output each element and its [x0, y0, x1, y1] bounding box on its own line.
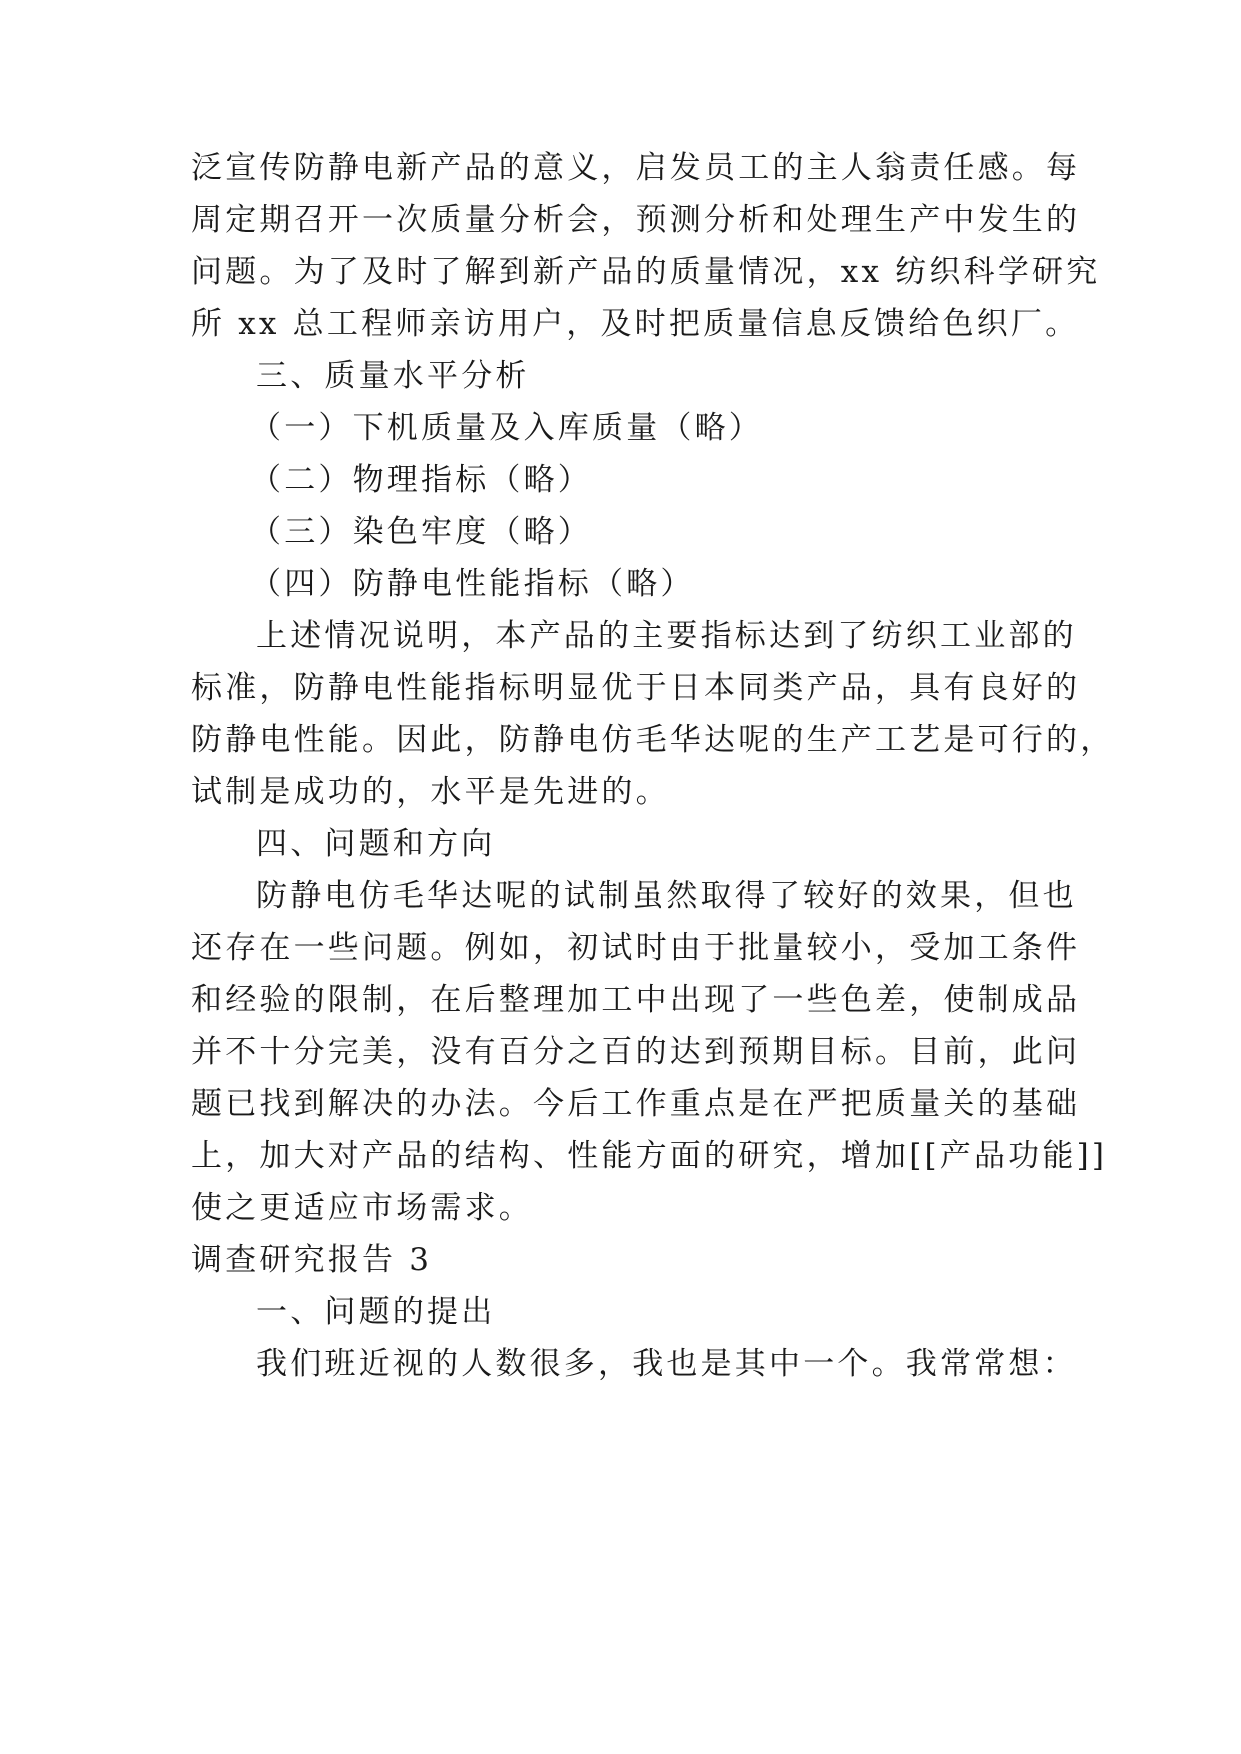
paragraph-line: 问题。为了及时了解到新产品的质量情况，xx 纺织科学研究 — [191, 254, 1101, 290]
paragraph-line: 题已找到解决的办法。今后工作重点是在严把质量关的基础 — [191, 1086, 1081, 1122]
paragraph-line: 周定期召开一次质量分析会，预测分析和处理生产中发生的 — [191, 202, 1081, 238]
report-title: 调查研究报告 3 — [191, 1242, 433, 1278]
paragraph-line: 我们班近视的人数很多，我也是其中一个。我常常想： — [256, 1346, 1077, 1382]
paragraph-line: 试制是成功的，水平是先进的。 — [191, 774, 670, 810]
paragraph-line: 泛宣传防静电新产品的意义，启发员工的主人翁责任感。每 — [191, 150, 1081, 186]
subsection-item: （一）下机质量及入库质量（略） — [250, 410, 763, 446]
subsection-item: （三）染色牢度（略） — [250, 514, 592, 550]
subsection-item: （二）物理指标（略） — [250, 462, 592, 498]
section-heading: 一、问题的提出 — [256, 1294, 496, 1330]
subsection-item: （四）防静电性能指标（略） — [250, 566, 695, 602]
paragraph-line: 和经验的限制，在后整理加工中出现了一些色差，使制成品 — [191, 982, 1081, 1018]
paragraph-line: 上，加大对产品的结构、性能方面的研究，增加[[产品功能]] — [191, 1138, 1108, 1174]
paragraph-line: 还存在一些问题。例如，初试时由于批量较小，受加工条件 — [191, 930, 1081, 966]
paragraph-line: 并不十分完美，没有百分之百的达到预期目标。目前，此问 — [191, 1034, 1081, 1070]
paragraph-line: 防静电性能。因此，防静电仿毛华达呢的生产工艺是可行的， — [191, 722, 1115, 758]
section-heading: 四、问题和方向 — [256, 826, 496, 862]
paragraph-line: 所 xx 总工程师亲访用户，及时把质量信息反馈给色织厂。 — [191, 306, 1080, 342]
section-heading: 三、质量水平分析 — [256, 358, 530, 394]
paragraph-line: 标准，防静电性能指标明显优于日本同类产品，具有良好的 — [191, 670, 1081, 706]
paragraph-line: 上述情况说明，本产品的主要指标达到了纺织工业部的 — [256, 618, 1077, 654]
paragraph-line: 防静电仿毛华达呢的试制虽然取得了较好的效果，但也 — [256, 878, 1077, 914]
paragraph-line: 使之更适应市场需求。 — [191, 1190, 533, 1226]
